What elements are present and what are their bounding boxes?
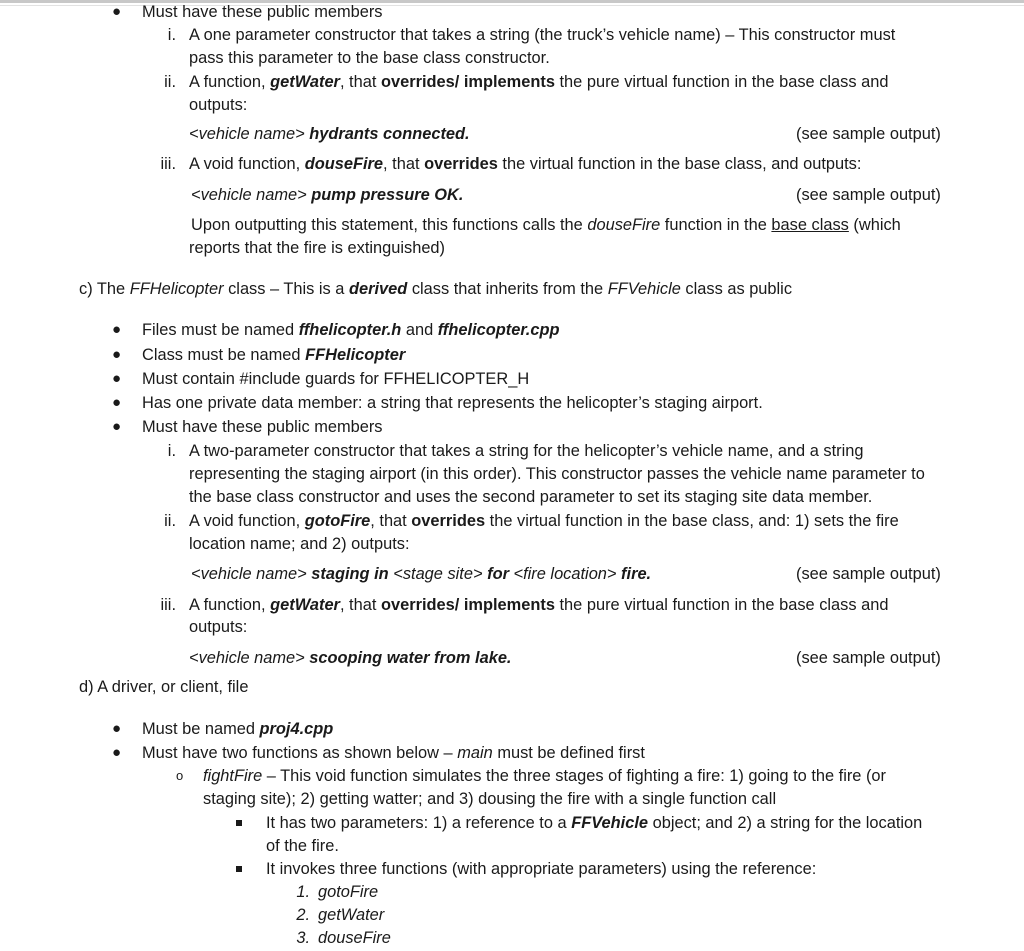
bullet-icon: ● — [112, 321, 122, 338]
bullet-icon: ● — [112, 394, 122, 411]
gotofire-line-1: A void function, gotoFire, that overrides the virtual function in the base class, and: 1) sets the fire — [189, 512, 899, 530]
list-number: 3. — [296, 929, 310, 947]
bullet-icon: ● — [112, 744, 122, 761]
constructor-line-1: A one parameter constructor that takes a string (the truck’s vehicle name) – This constructor must — [189, 26, 896, 44]
sample-output-hydrants: <vehicle name> hydrants connected. — [189, 125, 470, 143]
heli-getwater-line-2: outputs: — [189, 618, 248, 636]
constructor-line-2: pass this parameter to the base class constructor. — [189, 49, 550, 67]
square-bullet-icon — [236, 866, 242, 872]
bullet-icon: ● — [112, 720, 122, 737]
see-sample-output-note: (see sample output) — [796, 186, 941, 204]
heli-constructor-line-2: representing the staging airport (in this order). This constructor passes the vehicle name parameter to — [189, 465, 925, 483]
dousefire-line: A void function, douseFire, that overrides the virtual function in the base class, and outputs: — [189, 155, 862, 173]
bullet-icon: ● — [112, 346, 122, 363]
see-sample-output-note: (see sample output) — [796, 125, 941, 143]
upon-outputting-line-2: reports that the fire is extinguished) — [189, 239, 446, 257]
gotofire-line-2: location name; and 2) outputs: — [189, 535, 410, 553]
bullet-driver-file-name: Must be named proj4.cpp — [142, 720, 334, 738]
parameters-line-2: of the fire. — [266, 837, 339, 855]
bullet-public-members: Must have these public members — [142, 3, 383, 21]
square-bullet-icon — [236, 820, 242, 826]
item-number-ii: ii. — [164, 73, 176, 91]
bullet-icon: ● — [112, 3, 122, 20]
bullet-icon: ● — [112, 370, 122, 387]
bullet-include-guards: Must contain #include guards for FFHELICOPTER_H — [142, 370, 530, 388]
sample-output-staging: <vehicle name> staging in <stage site> for <fire location> fire. — [191, 565, 652, 583]
item-number-iii: iii. — [160, 155, 176, 173]
upon-outputting-line-1: Upon outputting this statement, this functions calls the douseFire function in the base class (which — [191, 216, 901, 234]
list-item-getwater: getWater — [318, 906, 385, 924]
heli-constructor-line-1: A two-parameter constructor that takes a string for the helicopter’s vehicle name, and a string — [189, 442, 864, 460]
bullet-file-names: Files must be named ffhelicopter.h and ffhelicopter.cpp — [142, 321, 560, 339]
item-number-ii: ii. — [164, 512, 176, 530]
fightfire-line-2: staging site); 2) getting watter; and 3) dousing the fire with a single function call — [203, 790, 777, 808]
sample-output-scooping: <vehicle name> scooping water from lake. — [189, 649, 512, 667]
item-number-i: i. — [167, 26, 176, 44]
see-sample-output-note: (see sample output) — [796, 649, 941, 667]
list-item-gotofire: gotoFire — [318, 883, 379, 901]
list-number: 1. — [296, 883, 310, 901]
invokes-line: It invokes three functions (with appropriate parameters) using the reference: — [266, 860, 817, 878]
getwater-line-1: A function, getWater, that overrides/ implements the pure virtual function in the base class and — [189, 73, 889, 91]
sample-output-pump: <vehicle name> pump pressure OK. — [191, 186, 464, 204]
item-number-i: i. — [167, 442, 176, 460]
bullet-icon: ● — [112, 418, 122, 435]
item-number-iii: iii. — [160, 596, 176, 614]
fightfire-line-1: fightFire – This void function simulates the three stages of fighting a fire: 1) going to the fire (or — [203, 767, 887, 785]
bullet-public-members: Must have these public members — [142, 418, 383, 436]
section-c-heading: c) The FFHelicopter class – This is a derived class that inherits from the FFVehicle class as public — [79, 280, 793, 298]
bullet-class-name: Class must be named FFHelicopter — [142, 346, 406, 364]
heli-constructor-line-3: the base class constructor and uses the second parameter to set its staging site data member. — [189, 488, 873, 506]
hollow-bullet-icon: o — [176, 768, 184, 783]
list-item-dousefire: douseFire — [318, 929, 391, 947]
parameters-line-1: It has two parameters: 1) a reference to a FFVehicle object; and 2) a string for the location — [266, 814, 923, 832]
see-sample-output-note: (see sample output) — [796, 565, 941, 583]
bullet-two-functions: Must have two functions as shown below – main must be defined first — [142, 744, 645, 762]
section-d-heading: d) A driver, or client, file — [79, 678, 249, 696]
getwater-line-2: outputs: — [189, 96, 248, 114]
list-number: 2. — [296, 906, 310, 924]
bullet-private-member: Has one private data member: a string that represents the helicopter’s staging airport. — [142, 394, 763, 412]
heli-getwater-line-1: A function, getWater, that overrides/ implements the pure virtual function in the base class and — [189, 596, 889, 614]
